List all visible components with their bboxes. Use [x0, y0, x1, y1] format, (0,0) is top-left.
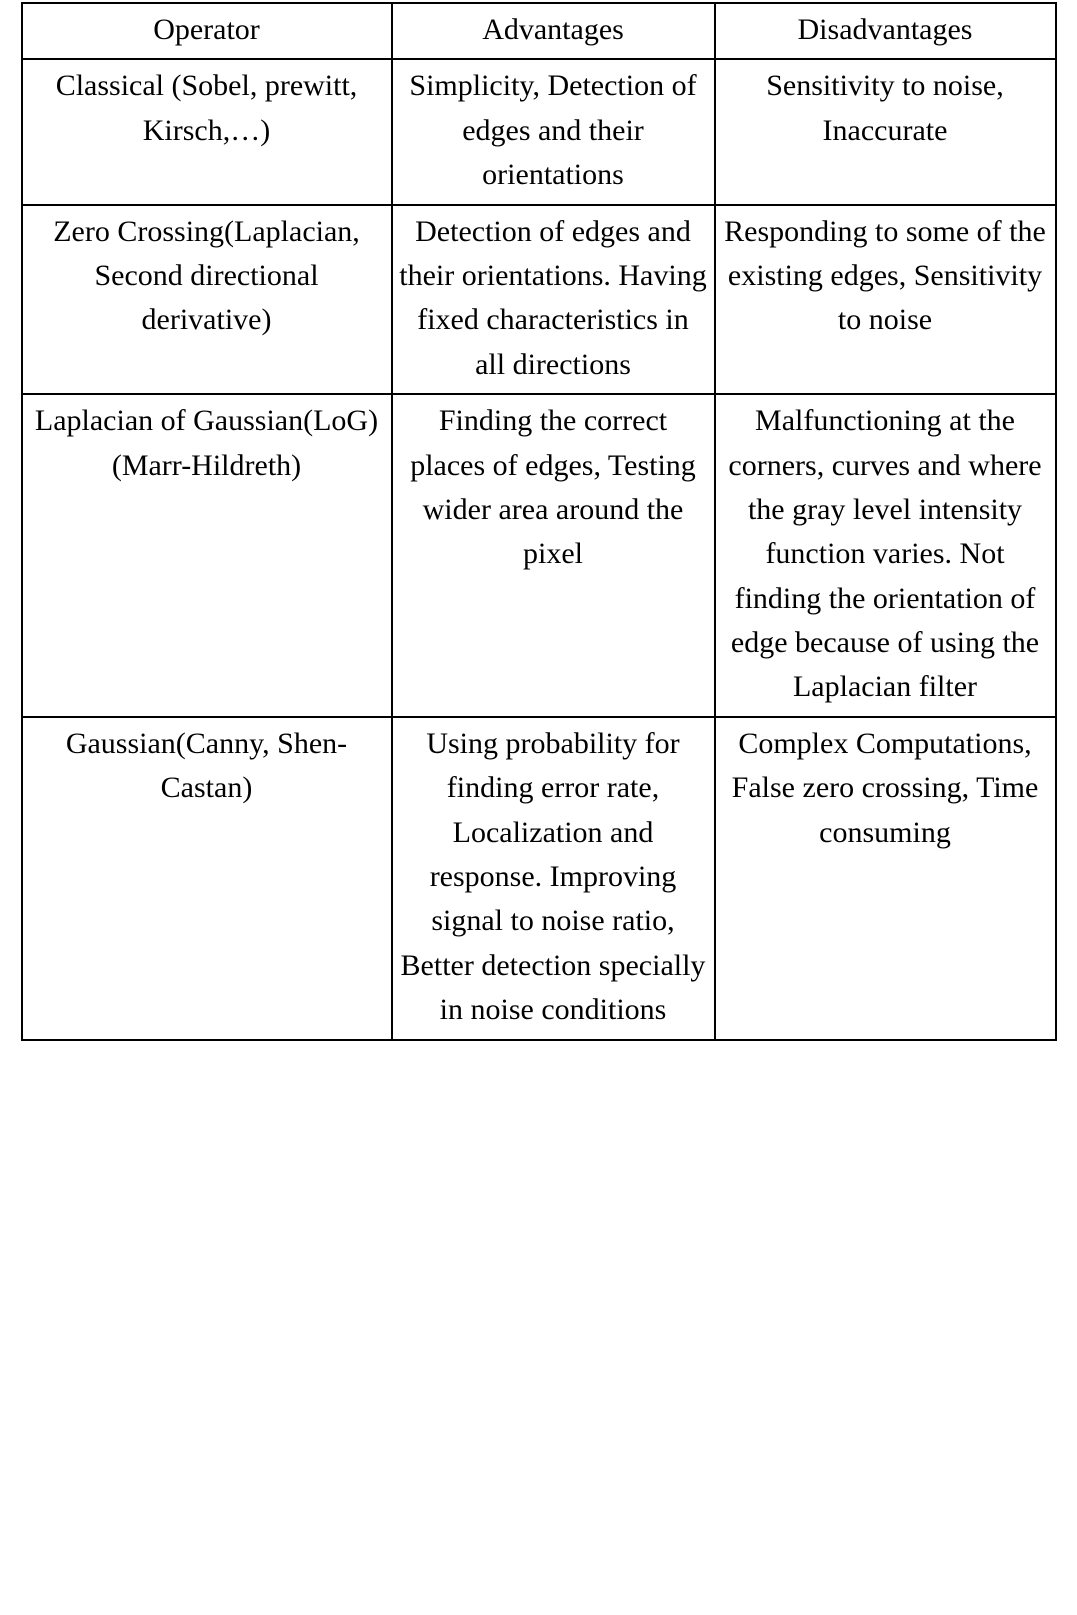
cell-disadvantages-text: Sensitivity to noise, Inaccurate [766, 69, 1004, 147]
cell-advantages-text: Detection of edges and their orientations. Having fixed characteristics in all directions [399, 214, 707, 381]
table-header [22, 3, 1056, 59]
table-row [22, 59, 1056, 204]
cell-disadvantages [715, 205, 1056, 395]
column-header-operator [22, 3, 392, 59]
cell-operator-text: Laplacian of Gaussian(LoG) (Marr-Hildreth) [34, 404, 379, 482]
column-header-operator-label: Operator [153, 13, 260, 46]
cell-operator-text: Zero Crossing(Laplacian, Second directional derivative) [53, 214, 360, 337]
table-row [22, 394, 1056, 717]
cell-operator [22, 717, 392, 1040]
cell-disadvantages-text: Responding to some of the existing edges, Sensitivity to noise [724, 214, 1046, 337]
cell-advantages-text: Using probability for finding error rate, Localization and response. Improving signal to noise ratio, Better detection specially in noise conditions [400, 726, 706, 1027]
table-header-row [22, 3, 1056, 59]
cell-disadvantages [715, 59, 1056, 204]
cell-disadvantages-text: Malfunctioning at the corners, curves and where the gray level intensity function varies. Not finding the orientation of edge because of using the Laplacian filter [728, 404, 1042, 704]
cell-operator-text: Classical (Sobel, prewitt, Kirsch,…) [55, 69, 358, 147]
table-row [22, 205, 1056, 395]
cell-advantages [392, 717, 715, 1040]
column-header-disadvantages-label: Disadvantages [797, 13, 973, 46]
cell-advantages-text: Finding the correct places of edges, Testing wider area around the pixel [410, 404, 696, 571]
edge-detection-operators-table [21, 2, 1057, 1041]
cell-advantages [392, 394, 715, 717]
cell-disadvantages [715, 717, 1056, 1040]
table-row [22, 717, 1056, 1040]
column-header-disadvantages [715, 3, 1056, 59]
cell-disadvantages [715, 394, 1056, 717]
cell-advantages [392, 205, 715, 395]
cell-operator [22, 394, 392, 717]
column-header-advantages-label: Advantages [482, 13, 624, 46]
cell-advantages-text: Simplicity, Detection of edges and their orientations [409, 69, 697, 192]
cell-operator [22, 205, 392, 395]
cell-operator [22, 59, 392, 204]
cell-advantages [392, 59, 715, 204]
column-header-advantages [392, 3, 715, 59]
table-body [22, 59, 1056, 1039]
cell-disadvantages-text: Complex Computations, False zero crossing, Time consuming [731, 726, 1039, 849]
cell-operator-text: Gaussian(Canny, Shen-Castan) [65, 726, 348, 805]
